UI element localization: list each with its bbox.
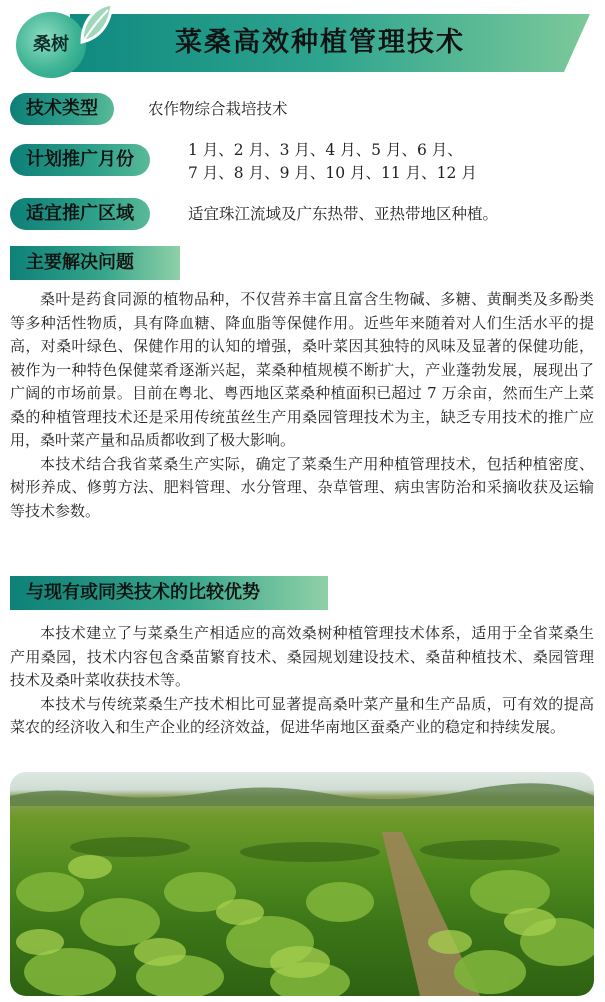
- paragraph: 本技术与传统菜桑生产技术相比可显著提高桑叶菜产量和生产品质，可有效的提高菜农的经济收入和生产企业的经济效益，促进华南地区蚕桑产业的稳定和持续发展。: [10, 694, 594, 736]
- region-value: 适宜珠江流域及广东热带、亚热带地区种植。: [188, 205, 499, 223]
- page-title: 菜桑高效种植管理技术: [175, 27, 465, 58]
- months-value-line1: 1 月、2 月、3 月、4 月、5 月、6 月、: [188, 141, 463, 159]
- section-heading-problems: 主要解决问题: [10, 246, 180, 280]
- months-value-line2: 7 月、8 月、9 月、10 月、11 月、12 月: [188, 164, 477, 182]
- paragraph: 桑叶是药食同源的植物品种，不仅营养丰富且富含生物碱、多糖、黄酮类及多酚类等多种活性物质，具有降血糖、降血脂等保健作用。近些年来随着对人们生活水平的提高，对桑叶绿色、保健作用的认知的增强，桑叶菜因其独特的风味及显著的保健功能，被作为一种特色保健菜肴逐渐兴起，菜桑种植规模不断扩大，产业蓬勃发展，展现出了广阔的市场前景。目前在粤北、粤西地区菜桑种植面积已超过 7 万余亩，然而生产上菜桑的种植管理技术还是采用传统茧丝生产用桑园管理技术为主，缺乏专用技术的推广应用，桑叶菜产量和品质都收到了极大影响。: [10, 290, 594, 449]
- tech-type-value: 农作物综合栽培技术: [148, 100, 288, 118]
- paragraph: 本技术结合我省菜桑生产实际，确定了菜桑生产用种植管理技术，包括种植密度、树形养成、修剪方法、肥料管理、水分管理、杂草管理、病虫害防治和采摘收获及运输等技术参数。: [10, 454, 594, 520]
- field-illustration: [10, 772, 594, 996]
- tech-type-label: 技术类型: [10, 93, 114, 125]
- region-label: 适宜推广区域: [10, 198, 150, 230]
- paragraph: 本技术建立了与菜桑生产相适应的高效桑树种植管理技术体系，适用于全省菜桑生产用桑园，技术内容包含桑苗繁育技术、桑园规划建设技术、桑苗种植技术、桑园管理技术及桑叶菜收获技术等。: [10, 624, 594, 689]
- months-label: 计划推广月份: [10, 144, 150, 176]
- section-problems-body: [10, 288, 594, 523]
- section-advantages-body: [10, 622, 594, 740]
- leaf-icon: [78, 2, 114, 46]
- category-badge-label: 桑树: [33, 34, 69, 55]
- section-heading-advantages: 与现有或同类技术的比较优势: [10, 576, 328, 610]
- mulberry-field-photo: [10, 772, 594, 996]
